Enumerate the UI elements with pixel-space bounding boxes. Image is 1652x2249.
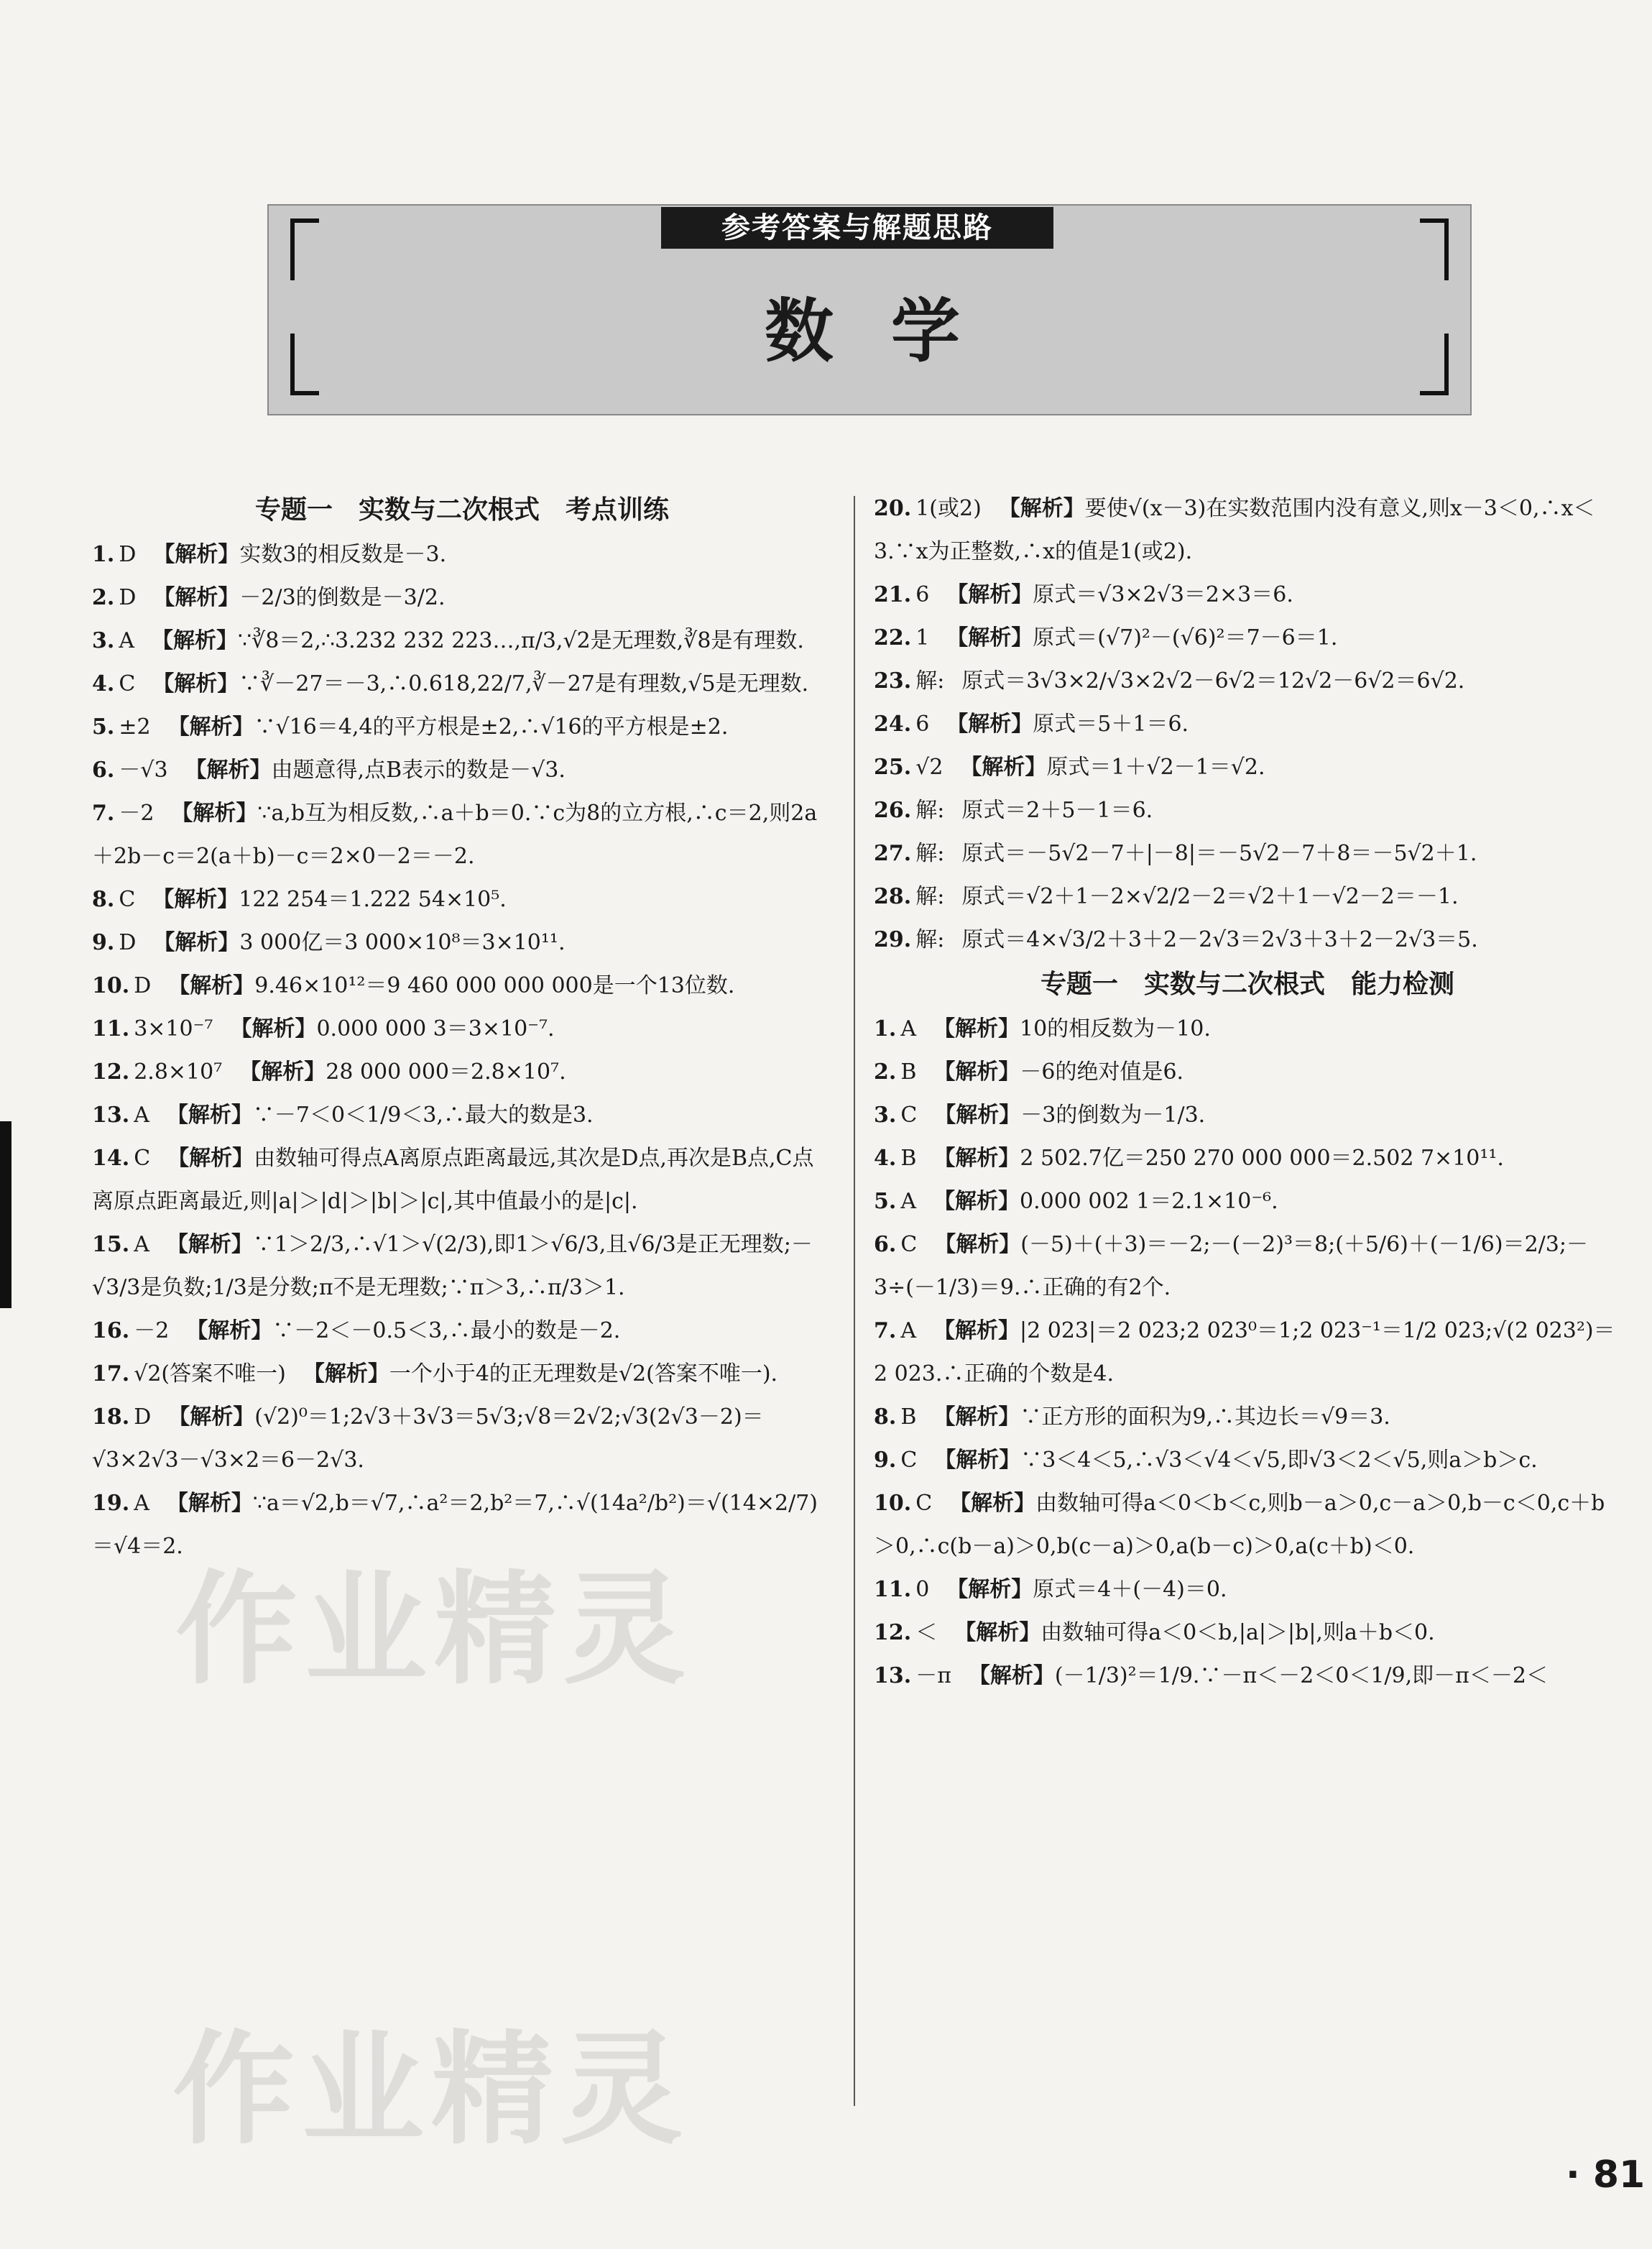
analysis-tag: 【解析】: [152, 671, 239, 696]
answer-explanation: 要使√(x－3)在实数范围内没有意义,则x－3＜0,∴x＜3.∵x为正整数,∴x的值是1(或2).: [874, 496, 1595, 564]
answer-choice: A: [134, 1103, 149, 1128]
answer-choice: A: [134, 1491, 149, 1516]
analysis-tag: 【解析】: [167, 714, 254, 740]
answer-explanation: 原式＝√3×2√3＝2×3＝6.: [1033, 582, 1293, 607]
answer-number: 10.: [92, 973, 130, 998]
answer-item: [874, 1396, 1621, 1439]
answer-item: [874, 1051, 1621, 1094]
answer-number: 4.: [92, 671, 115, 696]
answer-number: 8.: [92, 887, 115, 912]
answer-number: 24.: [874, 712, 912, 737]
answer-number: 1.: [92, 542, 115, 567]
answer-explanation: 由数轴可得a＜0＜b,|a|＞|b|,则a＋b＜0.: [1040, 1620, 1435, 1645]
answer-item: [874, 1655, 1621, 1698]
analysis-tag: 【解析】: [954, 1620, 1041, 1645]
answer-choice: －π: [915, 1663, 951, 1688]
analysis-tag: 【解析】: [933, 1404, 1020, 1430]
answer-explanation: 实数3的相反数是－3.: [239, 542, 447, 567]
answer-item: [874, 660, 1621, 703]
analysis-tag: 【解析】: [933, 1146, 1020, 1171]
answer-item: [92, 663, 832, 706]
answer-explanation: 原式＝4＋(－4)＝0.: [1033, 1577, 1227, 1602]
answer-item: [874, 574, 1621, 617]
answer-explanation: ∵√16＝4,4的平方根是±2,∴√16的平方根是±2.: [254, 714, 729, 740]
answer-number: 22.: [874, 625, 912, 650]
answer-explanation: (－5)＋(＋3)＝－2;－(－2)³＝8;(＋5/6)＋(－1/6)＝2/3;－3÷(－1/3)＝9.∴正确的有2个.: [874, 1232, 1588, 1300]
answer-choice: D: [119, 930, 137, 955]
answer-explanation: 原式＝2＋5－1＝6.: [961, 798, 1153, 823]
answer-choice: A: [119, 628, 134, 653]
answer-item: [92, 1008, 832, 1051]
answer-item: [92, 1396, 832, 1482]
analysis-tag: 【解析】: [168, 1404, 255, 1430]
answer-choice: C: [900, 1448, 918, 1473]
answer-number: 21.: [874, 582, 912, 607]
answer-item: [874, 1094, 1621, 1137]
answer-item: [874, 875, 1621, 919]
analysis-tag: 【解析】: [946, 625, 1033, 650]
answer-choice: √2: [915, 755, 943, 780]
answer-number: 29.: [874, 927, 912, 952]
section-title-right: 专题一 实数与二次根式 能力检测: [1040, 970, 1454, 999]
answer-explanation: －6的绝对值是6.: [1020, 1059, 1184, 1085]
watermark: 作业精灵: [172, 2019, 691, 2161]
analysis-tag: 【解析】: [946, 582, 1033, 607]
answer-explanation: －2/3的倒数是－3/2.: [239, 585, 446, 610]
answer-explanation: ∵a＝√2,b＝√7,∴a²＝2,b²＝7,∴√(14a²/b²)＝√(14×2/7)＝√4＝2.: [92, 1491, 818, 1559]
analysis-tag: 【解析】: [934, 1448, 1021, 1473]
answer-explanation: 9.46×10¹²＝9 460 000 000 000是一个13位数.: [254, 973, 735, 998]
answer-item: [92, 706, 832, 749]
answer-explanation: ∵－2＜－0.5＜3,∴最小的数是－2.: [272, 1318, 621, 1343]
answer-choice: C: [119, 887, 136, 912]
answer-item: [874, 703, 1621, 746]
analysis-tag: 【解析】: [171, 801, 258, 826]
answer-explanation: 原式＝5＋1＝6.: [1033, 712, 1189, 737]
answer-choice: D: [134, 973, 152, 998]
answer-number: 4.: [874, 1146, 897, 1171]
answer-choice: B: [900, 1059, 917, 1085]
answer-explanation: |2 023|＝2 023;2 023⁰＝1;2 023⁻¹＝1/2 023;√(2 023²)＝2 023.∴正确的个数是4.: [874, 1318, 1615, 1386]
answer-number: 16.: [92, 1318, 130, 1343]
answer-item: [92, 1223, 832, 1310]
answer-explanation: ∵∛－27＝－3,∴0.618,22/7,∛－27是有理数,√5是无理数.: [239, 671, 809, 696]
right-answer-list-continued: [874, 487, 1621, 962]
answer-item: [92, 1137, 832, 1223]
section-title-left: 专题一 实数与二次根式 考点训练: [254, 495, 669, 525]
answer-choice: C: [900, 1103, 918, 1128]
answer-explanation: ∵∛8＝2,∴3.232 232 223…,π/3,√2是无理数,∛8是有理数.: [238, 628, 804, 653]
answer-choice: ＜: [915, 1620, 938, 1645]
answer-number: 10.: [874, 1491, 912, 1516]
analysis-tag: 【解析】: [303, 1361, 389, 1386]
answer-explanation: 原式＝√2＋1－2×√2/2－2＝√2＋1－√2－2＝－1.: [961, 884, 1459, 909]
answer-number: 2.: [874, 1059, 897, 1085]
answer-number: 3.: [874, 1103, 897, 1128]
answer-number: 12.: [874, 1620, 912, 1645]
answer-explanation: 3 000亿＝3 000×10⁸＝3×10¹¹.: [239, 930, 566, 955]
answer-choice: B: [900, 1146, 917, 1171]
analysis-tag: 【解析】: [152, 887, 239, 912]
answer-number: 23.: [874, 668, 912, 694]
answer-item: [874, 1568, 1621, 1611]
answer-item: [874, 1008, 1621, 1051]
answer-number: 15.: [92, 1232, 130, 1257]
answer-number: 11.: [874, 1577, 912, 1602]
answer-choice: 3×10⁻⁷: [134, 1016, 213, 1041]
answer-item: [92, 1051, 832, 1094]
answer-item: [92, 921, 832, 965]
answer-choice: 解:: [915, 668, 945, 694]
left-column: [92, 487, 832, 1568]
answer-number: 7.: [874, 1318, 897, 1343]
answer-item: [874, 919, 1621, 962]
answer-number: 11.: [92, 1016, 130, 1041]
answer-item: [92, 965, 832, 1008]
answer-item: [874, 832, 1621, 875]
analysis-tag: 【解析】: [946, 1577, 1033, 1602]
answer-item: [874, 1310, 1621, 1396]
answer-number: 12.: [92, 1059, 130, 1085]
answer-number: 20.: [874, 496, 912, 521]
answer-explanation: 0.000 000 3＝3×10⁻⁷.: [316, 1016, 555, 1041]
answer-choice: C: [915, 1491, 933, 1516]
answer-choice: D: [119, 585, 137, 610]
answer-choice: 0: [915, 1577, 930, 1602]
answer-explanation: ∵正方形的面积为9,∴其边长＝√9＝3.: [1020, 1404, 1390, 1430]
analysis-tag: 【解析】: [998, 496, 1085, 521]
answer-choice: √2(答案不唯一): [134, 1361, 286, 1386]
answer-explanation: ∵a,b互为相反数,∴a＋b＝0.∵c为8的立方根,∴c＝2,则2a＋2b－c＝2(a＋b)－c＝2×0－2＝－2.: [92, 801, 818, 869]
answer-explanation: 0.000 002 1＝2.1×10⁻⁶.: [1020, 1189, 1278, 1214]
analysis-tag: 【解析】: [166, 1491, 253, 1516]
answer-explanation: 由数轴可得点A离原点距离最远,其次是D点,再次是B点,C点离原点距离最近,则|a|＞|d|＞|b|＞|c|,其中值最小的是|c|.: [92, 1146, 814, 1214]
answer-choice: 1(或2): [915, 496, 982, 521]
answer-item: [874, 746, 1621, 789]
page-edge-mark: [0, 1121, 11, 1308]
subject-title: 数学: [765, 291, 1017, 372]
answer-item: [874, 1223, 1621, 1310]
answer-choice: －2: [134, 1318, 170, 1343]
answer-choice: A: [900, 1016, 916, 1041]
answer-choice: 2.8×10⁷: [134, 1059, 223, 1085]
right-column: [874, 487, 1621, 1698]
analysis-tag: 【解析】: [933, 1318, 1020, 1343]
answer-item: [874, 1180, 1621, 1223]
answer-choice: 解:: [915, 798, 945, 823]
analysis-tag: 【解析】: [153, 585, 240, 610]
answer-number: 18.: [92, 1404, 130, 1430]
answer-choice: C: [900, 1232, 918, 1257]
answer-explanation: 原式＝－5√2－7＋|－8|＝－5√2－7＋8＝－5√2＋1.: [961, 841, 1477, 866]
answer-choice: 解:: [915, 927, 945, 952]
answer-explanation: 10的相反数为－10.: [1020, 1016, 1211, 1041]
answer-explanation: 2 502.7亿＝250 270 000 000＝2.502 7×10¹¹.: [1020, 1146, 1504, 1171]
bracket-top-right: [1420, 219, 1449, 280]
answer-item: [92, 878, 832, 921]
analysis-tag: 【解析】: [153, 930, 240, 955]
answer-number: 3.: [92, 628, 115, 653]
answer-choice: 解:: [915, 884, 945, 909]
answer-choice: 6: [915, 582, 930, 607]
answer-choice: －√3: [119, 758, 168, 783]
answer-item: [92, 1353, 832, 1396]
answer-number: 9.: [874, 1448, 897, 1473]
answer-number: 5.: [874, 1189, 897, 1214]
analysis-tag: 【解析】: [968, 1663, 1055, 1688]
analysis-tag: 【解析】: [166, 1232, 253, 1257]
header-label: 参考答案与解题思路: [661, 207, 1053, 249]
answer-number: 13.: [92, 1103, 130, 1128]
answer-choice: 解:: [915, 841, 945, 866]
answer-choice: D: [134, 1404, 152, 1430]
analysis-tag: 【解析】: [934, 1103, 1021, 1128]
analysis-tag: 【解析】: [167, 1146, 254, 1171]
analysis-tag: 【解析】: [933, 1016, 1020, 1041]
header-banner: [267, 204, 1472, 415]
answer-item: [92, 792, 832, 878]
answer-number: 14.: [92, 1146, 130, 1171]
answer-number: 8.: [874, 1404, 897, 1430]
answer-item: [92, 576, 832, 620]
analysis-tag: 【解析】: [230, 1016, 317, 1041]
answer-number: 19.: [92, 1491, 130, 1516]
answer-number: 2.: [92, 585, 115, 610]
analysis-tag: 【解析】: [152, 628, 238, 653]
answer-item: [874, 789, 1621, 832]
answer-explanation: 由数轴可得a＜0＜b＜c,则b－a＞0,c－a＞0,b－c＜0,c＋b＞0,∴c(b－a)＞0,b(c－a)＞0,a(b－c)＞0,a(c＋b)＜0.: [874, 1491, 1605, 1559]
analysis-tag: 【解析】: [166, 1103, 253, 1128]
analysis-tag: 【解析】: [185, 758, 272, 783]
answer-explanation: －3的倒数为－1/3.: [1020, 1103, 1206, 1128]
answer-item: [92, 533, 832, 576]
answer-explanation: 122 254＝1.222 54×10⁵.: [239, 887, 507, 912]
analysis-tag: 【解析】: [949, 1491, 1036, 1516]
answer-choice: A: [134, 1232, 149, 1257]
answer-choice: D: [119, 542, 137, 567]
answer-choice: －2: [119, 801, 154, 826]
bracket-top-left: [290, 219, 319, 280]
answer-explanation: (－1/3)²＝1/9.∵－π＜－2＜0＜1/9,即－π＜－2＜: [1054, 1663, 1548, 1688]
column-divider: [854, 496, 855, 2106]
analysis-tag: 【解析】: [153, 542, 240, 567]
watermark: 作业精灵: [175, 1559, 693, 1701]
answer-number: 5.: [92, 714, 115, 740]
answer-item: [92, 1310, 832, 1353]
answer-number: 25.: [874, 755, 912, 780]
answer-choice: ±2: [119, 714, 151, 740]
answer-item: [92, 620, 832, 663]
page-number: · 81: [1566, 2153, 1646, 2197]
answer-choice: A: [900, 1318, 916, 1343]
answer-number: 1.: [874, 1016, 897, 1041]
analysis-tag: 【解析】: [239, 1059, 326, 1085]
answer-explanation: 一个小于4的正无理数是√2(答案不唯一).: [389, 1361, 778, 1386]
answer-number: 28.: [874, 884, 912, 909]
answer-explanation: ∵－7＜0＜1/9＜3,∴最大的数是3.: [252, 1103, 594, 1128]
answer-explanation: (√2)⁰＝1;2√3＋3√3＝5√3;√8＝2√2;√3(2√3－2)＝√3×2√3－√3×2＝6－2√3.: [92, 1404, 764, 1473]
right-answer-list: [874, 1008, 1621, 1698]
answer-choice: C: [134, 1146, 151, 1171]
answer-choice: B: [900, 1404, 917, 1430]
analysis-tag: 【解析】: [186, 1318, 273, 1343]
answer-item: [874, 1611, 1621, 1655]
answer-number: 27.: [874, 841, 912, 866]
answer-item: [874, 1482, 1621, 1568]
analysis-tag: 【解析】: [933, 1059, 1020, 1085]
answer-item: [874, 617, 1621, 660]
analysis-tag: 【解析】: [934, 1232, 1021, 1257]
answer-explanation: 原式＝1＋√2－1＝√2.: [1046, 755, 1265, 780]
answer-item: [92, 749, 832, 792]
answer-number: 6.: [92, 758, 115, 783]
answer-number: 17.: [92, 1361, 130, 1386]
answer-number: 26.: [874, 798, 912, 823]
analysis-tag: 【解析】: [960, 755, 1047, 780]
answer-item: [874, 1439, 1621, 1482]
answer-explanation: 28 000 000＝2.8×10⁷.: [326, 1059, 566, 1085]
answer-item: [874, 1137, 1621, 1180]
answer-explanation: ∵1＞2/3,∴√1＞√(2/3),即1＞√6/3,且√6/3是正无理数;－√3/3是负数;1/3是分数;π不是无理数;∵π＞3,∴π/3＞1.: [92, 1232, 813, 1300]
answer-choice: C: [119, 671, 136, 696]
answer-choice: 6: [915, 712, 930, 737]
answer-choice: 1: [915, 625, 930, 650]
analysis-tag: 【解析】: [933, 1189, 1020, 1214]
answer-item: [92, 1094, 832, 1137]
left-answer-list: [92, 533, 832, 1568]
analysis-tag: 【解析】: [168, 973, 255, 998]
answer-explanation: 由题意得,点B表示的数是－√3.: [271, 758, 566, 783]
answer-explanation: 原式＝(√7)²－(√6)²＝7－6＝1.: [1033, 625, 1338, 650]
answer-item: [874, 487, 1621, 574]
answer-number: 9.: [92, 930, 115, 955]
answer-number: 6.: [874, 1232, 897, 1257]
answer-number: 7.: [92, 801, 115, 826]
analysis-tag: 【解析】: [946, 712, 1033, 737]
answer-explanation: 原式＝3√3×2/√3×2√2－6√2＝12√2－6√2＝6√2.: [961, 668, 1465, 694]
answer-explanation: 原式＝4×√3/2＋3＋2－2√3＝2√3＋3＋2－2√3＝5.: [961, 927, 1478, 952]
answer-explanation: ∵3＜4＜5,∴√3＜√4＜√5,即√3＜2＜√5,则a＞b＞c.: [1020, 1448, 1538, 1473]
answer-number: 13.: [874, 1663, 912, 1688]
answer-choice: A: [900, 1189, 916, 1214]
